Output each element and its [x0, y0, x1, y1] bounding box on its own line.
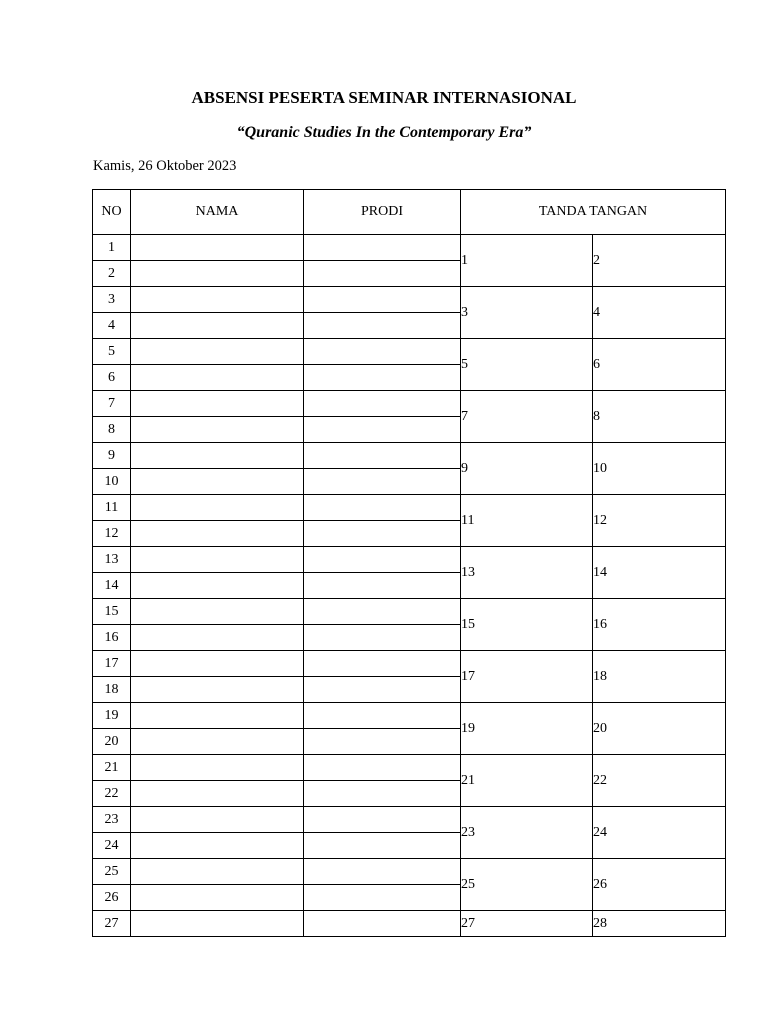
prodi-cell[interactable]	[304, 313, 461, 339]
signature-cell[interactable]: 26	[593, 859, 726, 911]
row-number: 27	[93, 911, 131, 937]
signature-cell[interactable]: 8	[593, 391, 726, 443]
document-subtitle: “Quranic Studies In the Contemporary Era”	[236, 124, 532, 141]
nama-cell[interactable]	[131, 339, 304, 365]
prodi-cell[interactable]	[304, 287, 461, 313]
signature-cell[interactable]: 14	[593, 547, 726, 599]
prodi-cell[interactable]	[304, 833, 461, 859]
prodi-cell[interactable]	[304, 703, 461, 729]
signature-cell[interactable]: 16	[593, 599, 726, 651]
table-row	[93, 599, 726, 625]
document-title: ABSENSI PESERTA SEMINAR INTERNASIONAL	[191, 88, 577, 107]
prodi-cell[interactable]	[304, 391, 461, 417]
nama-cell[interactable]	[131, 365, 304, 391]
nama-cell[interactable]	[131, 833, 304, 859]
table-row	[93, 651, 726, 677]
nama-cell[interactable]	[131, 729, 304, 755]
nama-cell[interactable]	[131, 261, 304, 287]
signature-cell[interactable]: 2	[593, 235, 726, 287]
signature-cell[interactable]: 4	[593, 287, 726, 339]
signature-cell[interactable]: 22	[593, 755, 726, 807]
nama-cell[interactable]	[131, 885, 304, 911]
signature-cell[interactable]: 9	[461, 443, 593, 495]
signature-cell[interactable]: 13	[461, 547, 593, 599]
prodi-cell[interactable]	[304, 677, 461, 703]
table-row	[93, 755, 726, 781]
row-number: 11	[93, 495, 131, 521]
row-number: 24	[93, 833, 131, 859]
row-number: 16	[93, 625, 131, 651]
header-nama: NAMA	[131, 190, 304, 235]
table-header-row	[93, 190, 726, 235]
signature-cell[interactable]: 6	[593, 339, 726, 391]
signature-cell[interactable]: 28	[593, 911, 726, 937]
nama-cell[interactable]	[131, 703, 304, 729]
signature-cell[interactable]: 20	[593, 703, 726, 755]
row-number: 23	[93, 807, 131, 833]
row-number: 9	[93, 443, 131, 469]
row-number: 8	[93, 417, 131, 443]
prodi-cell[interactable]	[304, 235, 461, 261]
row-number: 2	[93, 261, 131, 287]
row-number: 15	[93, 599, 131, 625]
table-row	[93, 391, 726, 417]
row-number: 7	[93, 391, 131, 417]
signature-cell[interactable]: 17	[461, 651, 593, 703]
nama-cell[interactable]	[131, 547, 304, 573]
row-number: 10	[93, 469, 131, 495]
prodi-cell[interactable]	[304, 651, 461, 677]
prodi-cell[interactable]	[304, 911, 461, 937]
signature-cell[interactable]: 21	[461, 755, 593, 807]
nama-cell[interactable]	[131, 469, 304, 495]
table-row	[93, 703, 726, 729]
row-number: 6	[93, 365, 131, 391]
table-row	[93, 547, 726, 573]
signature-cell[interactable]: 5	[461, 339, 593, 391]
signature-cell[interactable]: 10	[593, 443, 726, 495]
header-prodi: PRODI	[304, 190, 461, 235]
nama-cell[interactable]	[131, 521, 304, 547]
signature-cell[interactable]: 3	[461, 287, 593, 339]
prodi-cell[interactable]	[304, 599, 461, 625]
row-number: 18	[93, 677, 131, 703]
prodi-cell[interactable]	[304, 781, 461, 807]
nama-cell[interactable]	[131, 443, 304, 469]
row-number: 26	[93, 885, 131, 911]
nama-cell[interactable]	[131, 651, 304, 677]
attendance-table	[92, 189, 726, 937]
prodi-cell[interactable]	[304, 417, 461, 443]
table-row	[93, 287, 726, 313]
prodi-cell[interactable]	[304, 365, 461, 391]
row-number: 22	[93, 781, 131, 807]
table-row	[93, 339, 726, 365]
signature-cell[interactable]: 24	[593, 807, 726, 859]
prodi-cell[interactable]	[304, 885, 461, 911]
prodi-cell[interactable]	[304, 261, 461, 287]
nama-cell[interactable]	[131, 573, 304, 599]
nama-cell[interactable]	[131, 417, 304, 443]
signature-cell[interactable]: 11	[461, 495, 593, 547]
nama-cell[interactable]	[131, 287, 304, 313]
row-number: 21	[93, 755, 131, 781]
row-number: 14	[93, 573, 131, 599]
nama-cell[interactable]	[131, 677, 304, 703]
row-number: 19	[93, 703, 131, 729]
prodi-cell[interactable]	[304, 339, 461, 365]
table-row	[93, 911, 726, 937]
nama-cell[interactable]	[131, 495, 304, 521]
nama-cell[interactable]	[131, 391, 304, 417]
nama-cell[interactable]	[131, 625, 304, 651]
row-number: 5	[93, 339, 131, 365]
signature-cell[interactable]: 23	[461, 807, 593, 859]
table-row	[93, 859, 726, 885]
prodi-cell[interactable]	[304, 729, 461, 755]
row-number: 13	[93, 547, 131, 573]
nama-cell[interactable]	[131, 599, 304, 625]
row-number: 3	[93, 287, 131, 313]
header-tanda-tangan: TANDA TANGAN	[461, 190, 726, 235]
prodi-cell[interactable]	[304, 807, 461, 833]
attendance-body	[93, 235, 726, 937]
nama-cell[interactable]	[131, 235, 304, 261]
nama-cell[interactable]	[131, 755, 304, 781]
row-number: 20	[93, 729, 131, 755]
prodi-cell[interactable]	[304, 443, 461, 469]
event-date: Kamis, 26 Oktober 2023	[93, 158, 237, 174]
table-row	[93, 235, 726, 261]
signature-cell[interactable]: 7	[461, 391, 593, 443]
signature-cell[interactable]: 12	[593, 495, 726, 547]
prodi-cell[interactable]	[304, 495, 461, 521]
nama-cell[interactable]	[131, 807, 304, 833]
row-number: 4	[93, 313, 131, 339]
row-number: 17	[93, 651, 131, 677]
row-number: 1	[93, 235, 131, 261]
prodi-cell[interactable]	[304, 521, 461, 547]
nama-cell[interactable]	[131, 781, 304, 807]
nama-cell[interactable]	[131, 313, 304, 339]
table-row	[93, 495, 726, 521]
prodi-cell[interactable]	[304, 625, 461, 651]
signature-cell[interactable]: 18	[593, 651, 726, 703]
table-row	[93, 807, 726, 833]
signature-cell[interactable]: 1	[461, 235, 593, 287]
table-row	[93, 443, 726, 469]
nama-cell[interactable]	[131, 911, 304, 937]
nama-cell[interactable]	[131, 859, 304, 885]
header-no: NO	[93, 190, 131, 235]
signature-cell[interactable]: 25	[461, 859, 593, 911]
prodi-cell[interactable]	[304, 469, 461, 495]
prodi-cell[interactable]	[304, 547, 461, 573]
signature-cell[interactable]: 27	[461, 911, 593, 937]
signature-cell[interactable]: 15	[461, 599, 593, 651]
signature-cell[interactable]: 19	[461, 703, 593, 755]
prodi-cell[interactable]	[304, 859, 461, 885]
prodi-cell[interactable]	[304, 755, 461, 781]
row-number: 25	[93, 859, 131, 885]
row-number: 12	[93, 521, 131, 547]
prodi-cell[interactable]	[304, 573, 461, 599]
